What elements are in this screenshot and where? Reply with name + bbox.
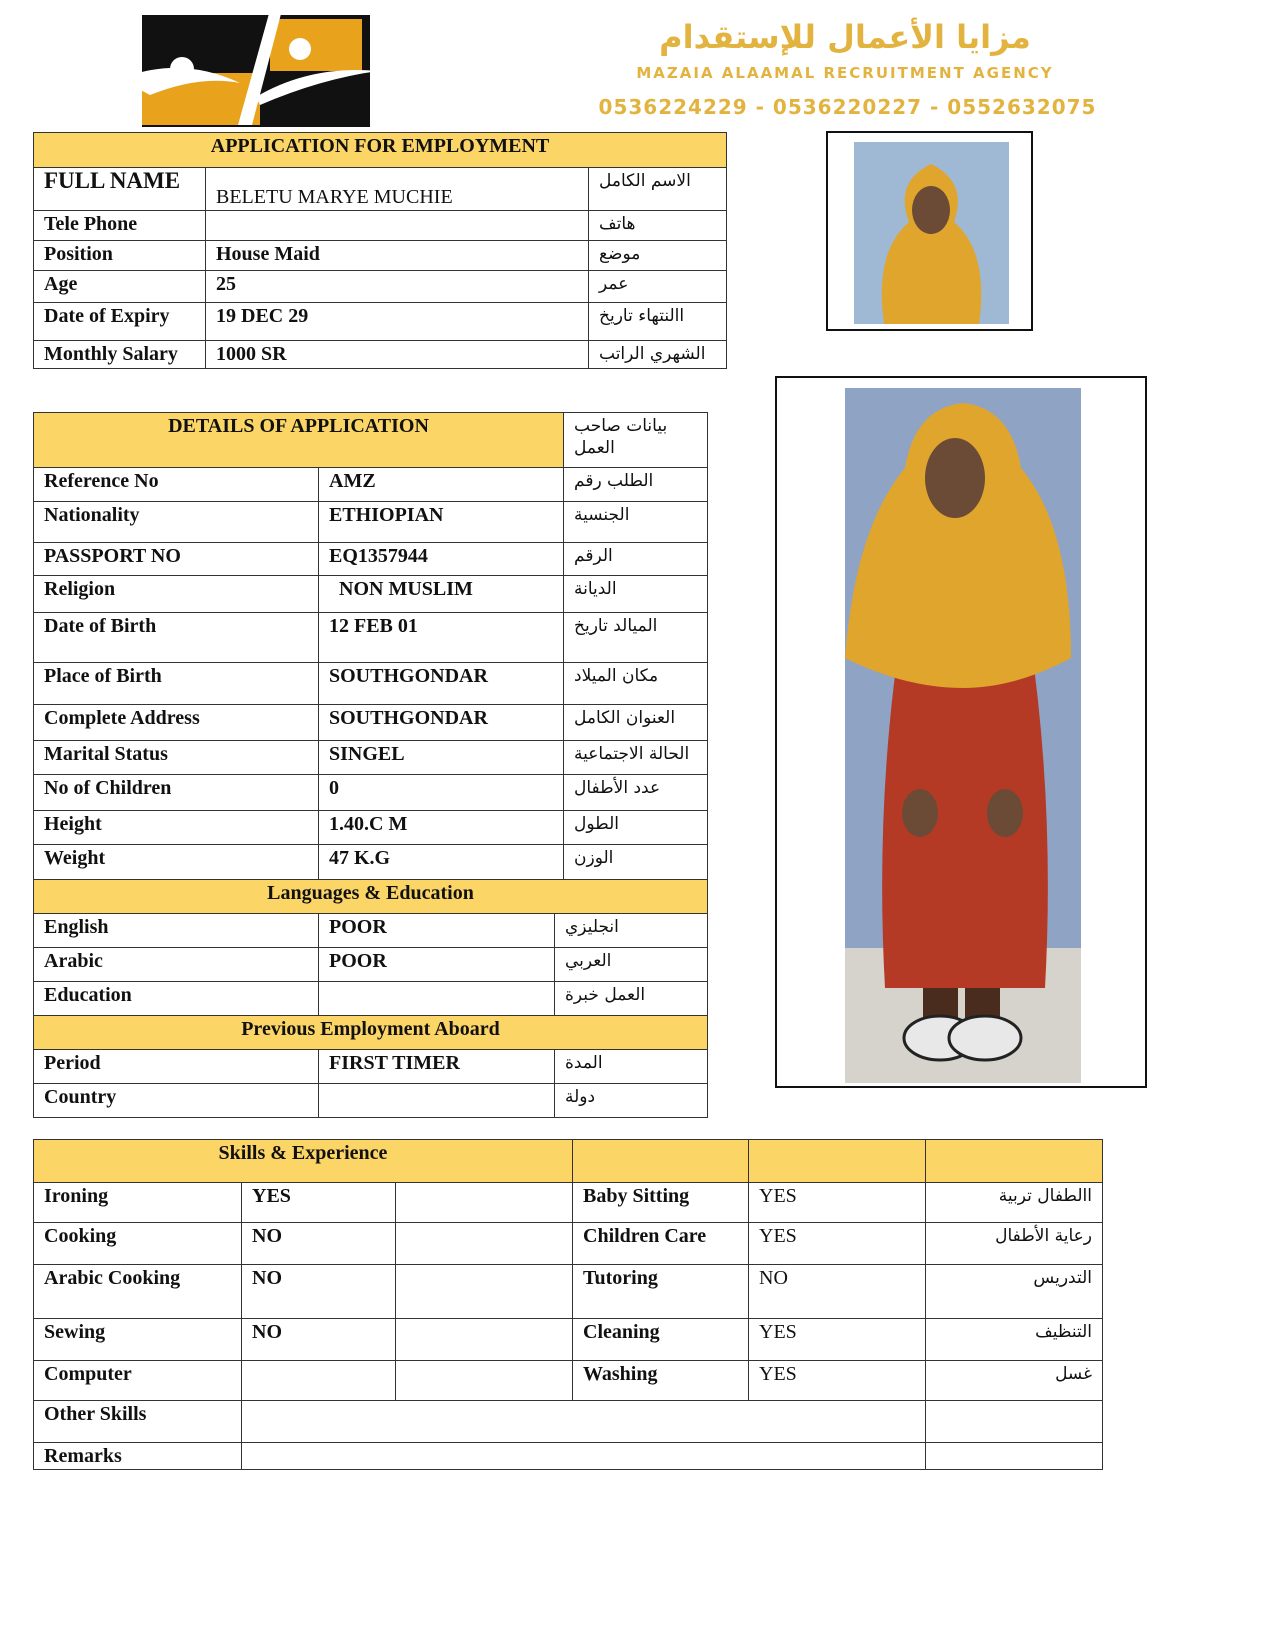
- field-label: English: [34, 914, 319, 948]
- field-label: Date of Birth: [34, 613, 319, 663]
- details-table: [33, 412, 708, 880]
- field-label-ar: االنتهاء تاريخ: [589, 303, 727, 341]
- remarks-label: Remarks: [34, 1443, 242, 1470]
- skill-label: Tutoring: [573, 1265, 749, 1319]
- field-label-ar: الوزن: [564, 845, 708, 880]
- skill-blank: [396, 1319, 573, 1361]
- skills-header-cell: [749, 1140, 926, 1183]
- field-value: SOUTHGONDAR: [319, 663, 564, 705]
- field-value: House Maid: [206, 241, 589, 271]
- skill-label: Ironing: [34, 1183, 242, 1223]
- field-value: 1000 SR: [206, 341, 589, 369]
- skill-label: Baby Sitting: [573, 1183, 749, 1223]
- skill-value: YES: [749, 1361, 926, 1401]
- full-body-photo: [845, 388, 1081, 1083]
- field-label-ar: المدة: [555, 1050, 708, 1084]
- field-label: Position: [34, 241, 206, 271]
- skills-table: [33, 1139, 1103, 1470]
- remarks-value: [242, 1443, 926, 1470]
- skills-header-cell: [573, 1140, 749, 1183]
- skill-blank: [396, 1265, 573, 1319]
- field-value: [206, 211, 589, 241]
- field-value: NON MUSLIM: [319, 576, 564, 613]
- field-label-ar: عمر: [589, 271, 727, 303]
- field-label: Complete Address: [34, 705, 319, 741]
- field-value: 47 K.G: [319, 845, 564, 880]
- skill-value: YES: [242, 1183, 396, 1223]
- details-title: DETAILS OF APPLICATION: [34, 413, 564, 468]
- field-value: AMZ: [319, 468, 564, 502]
- company-name-arabic: مزايا الأعمال للإستقدام: [659, 18, 1031, 56]
- other-skills-value: [242, 1401, 926, 1443]
- field-label: Education: [34, 982, 319, 1016]
- field-label-ar: العربي: [555, 948, 708, 982]
- languages-title: Languages & Education: [34, 880, 708, 914]
- field-label: Period: [34, 1050, 319, 1084]
- field-label: No of Children: [34, 775, 319, 811]
- passport-photo: [854, 142, 1009, 324]
- skill-label: Washing: [573, 1361, 749, 1401]
- field-value: EQ1357944: [319, 543, 564, 576]
- field-label: Country: [34, 1084, 319, 1118]
- field-label-ar: الطول: [564, 811, 708, 845]
- field-label: Place of Birth: [34, 663, 319, 705]
- field-value: SOUTHGONDAR: [319, 705, 564, 741]
- field-value: 25: [206, 271, 589, 303]
- skills-header-cell: [926, 1140, 1103, 1183]
- field-label-ar: العمل خبرة: [555, 982, 708, 1016]
- field-value: SINGEL: [319, 741, 564, 775]
- skill-value: YES: [749, 1183, 926, 1223]
- field-label: Weight: [34, 845, 319, 880]
- skill-blank: [396, 1183, 573, 1223]
- full-body-photo-frame: [775, 376, 1147, 1088]
- application-title: APPLICATION FOR EMPLOYMENT: [34, 133, 727, 168]
- field-label: Age: [34, 271, 206, 303]
- skill-label: Children Care: [573, 1223, 749, 1265]
- field-value: 0: [319, 775, 564, 811]
- skill-label: Cooking: [34, 1223, 242, 1265]
- field-label-ar: الجنسية: [564, 502, 708, 543]
- field-label-ar: العنوان الكامل: [564, 705, 708, 741]
- field-value: 12 FEB 01: [319, 613, 564, 663]
- skill-blank: [396, 1223, 573, 1265]
- field-label-ar: دولة: [555, 1084, 708, 1118]
- field-label-ar: عدد الأطفال: [564, 775, 708, 811]
- field-value: FIRST TIMER: [319, 1050, 555, 1084]
- field-label-ar: موضع: [589, 241, 727, 271]
- field-label-ar: الميالد تاريخ: [564, 613, 708, 663]
- field-label: Monthly Salary: [34, 341, 206, 369]
- company-logo: [120, 5, 380, 133]
- field-label: PASSPORT NO: [34, 543, 319, 576]
- company-name-english: MAZAIA ALAAMAL RECRUITMENT AGENCY: [636, 64, 1054, 82]
- field-value: BELETU MARYE MUCHIE: [206, 168, 589, 211]
- field-label-ar: الطلب رقم: [564, 468, 708, 502]
- skill-value: YES: [749, 1223, 926, 1265]
- field-value: [319, 982, 555, 1016]
- company-phones: 0536224229 - 0536220227 - 0552632075: [598, 95, 1097, 119]
- field-label-ar: هاتف: [589, 211, 727, 241]
- field-label-ar: الديانة: [564, 576, 708, 613]
- field-label-ar: الرقم: [564, 543, 708, 576]
- passport-photo-frame: [826, 131, 1033, 331]
- other-skills-label: Other Skills: [34, 1401, 242, 1443]
- field-label: Tele Phone: [34, 211, 206, 241]
- languages-table: [33, 879, 708, 1118]
- field-value: ETHIOPIAN: [319, 502, 564, 543]
- skill-label: Sewing: [34, 1319, 242, 1361]
- field-value: POOR: [319, 948, 555, 982]
- skill-label: Arabic Cooking: [34, 1265, 242, 1319]
- skill-label: Cleaning: [573, 1319, 749, 1361]
- field-label-ar: انجليزي: [555, 914, 708, 948]
- skill-blank: [396, 1361, 573, 1401]
- field-label: Height: [34, 811, 319, 845]
- field-label: Religion: [34, 576, 319, 613]
- skill-label: Computer: [34, 1361, 242, 1401]
- skills-title: Skills & Experience: [34, 1140, 573, 1183]
- field-value: 1.40.C M: [319, 811, 564, 845]
- skill-value: NO: [242, 1319, 396, 1361]
- field-value: POOR: [319, 914, 555, 948]
- field-label-ar: مكان الميلاد: [564, 663, 708, 705]
- skill-label-ar: التدريس: [926, 1265, 1103, 1319]
- field-value: 19 DEC 29: [206, 303, 589, 341]
- skill-label-ar: رعاية الأطفال: [926, 1223, 1103, 1265]
- application-table: [33, 132, 727, 369]
- skill-label-ar: االطفال تربية: [926, 1183, 1103, 1223]
- remarks-blank: [926, 1443, 1103, 1470]
- field-value: [319, 1084, 555, 1118]
- field-label-ar: الحالة الاجتماعية: [564, 741, 708, 775]
- field-label: Reference No: [34, 468, 319, 502]
- skill-value: NO: [749, 1265, 926, 1319]
- field-label-ar: الشهري الراتب: [589, 341, 727, 369]
- skill-value: NO: [242, 1265, 396, 1319]
- field-label: Marital Status: [34, 741, 319, 775]
- field-label-ar: الاسم الكامل: [589, 168, 727, 211]
- skill-label-ar: غسل: [926, 1361, 1103, 1401]
- field-label: Arabic: [34, 948, 319, 982]
- other-skills-blank: [926, 1401, 1103, 1443]
- skill-value: YES: [749, 1319, 926, 1361]
- details-title-ar: بيانات صاحب العمل: [564, 413, 708, 468]
- field-label: Date of Expiry: [34, 303, 206, 341]
- skill-value: [242, 1361, 396, 1401]
- field-label: Nationality: [34, 502, 319, 543]
- previous-title: Previous Employment Aboard: [34, 1016, 708, 1050]
- skill-label-ar: التنظيف: [926, 1319, 1103, 1361]
- skill-value: NO: [242, 1223, 396, 1265]
- field-label: FULL NAME: [34, 168, 206, 211]
